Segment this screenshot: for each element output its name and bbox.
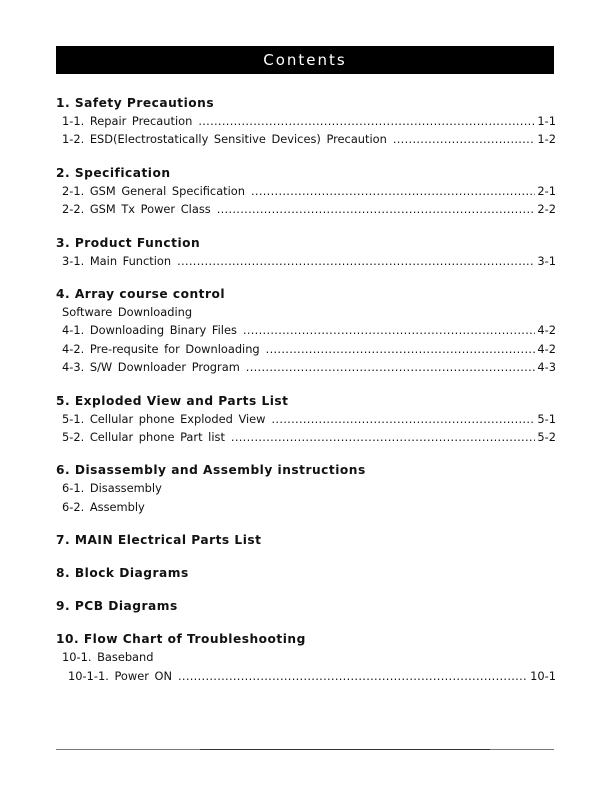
toc-entry[interactable] [56,130,556,148]
dot-leader [231,428,535,446]
entry-label: 4-3. S/W Downloader Program [62,360,240,375]
toc-entry[interactable] [56,182,556,200]
toc-section-10 [56,630,556,685]
section-title[interactable]: 10. Flow Chart of Troubleshooting [56,632,306,647]
toc-entry[interactable] [56,252,556,270]
dot-leader [198,112,535,130]
entry-label: 5-1. Cellular phone Exploded View [62,411,266,426]
section-title[interactable]: 1. Safety Precautions [56,96,215,110]
section-title[interactable]: 6. Disassembly and Assembly instructions [56,463,366,478]
entry-page: 3-1 [537,253,556,268]
dot-leader [178,667,528,685]
toc-section-4 [56,285,556,377]
toc-entry[interactable] [56,648,556,666]
entry-label: 2-2. GSM Tx Power Class [62,202,211,217]
dot-leader [393,130,536,148]
toc-entry[interactable] [56,667,556,685]
toc-entry[interactable] [56,479,556,497]
toc-entry[interactable] [56,321,556,339]
section-title[interactable]: 8. Block Diagrams [56,566,189,581]
entry-page: 2-2 [537,202,556,217]
entry-page: 4-3 [537,360,556,375]
toc-entry[interactable] [56,340,556,358]
toc-entry[interactable] [56,498,556,516]
page-title: Contents [263,51,347,69]
dot-leader [272,410,536,428]
toc-section-3 [56,234,556,270]
contents-banner [56,46,554,74]
entry-label: 6-1. Disassembly [62,481,162,496]
toc-section-6 [56,461,556,516]
entry-label: 2-1. GSM General Specification [62,183,245,198]
toc-section-5 [56,392,556,447]
footer-rule-accent [200,749,490,750]
table-of-contents [56,94,556,700]
dot-leader [251,182,535,200]
toc-entry[interactable] [56,410,556,428]
entry-page: 5-1 [537,411,556,426]
entry-label: 6-2. Assembly [62,499,145,514]
dot-leader [266,340,536,358]
entry-label: 5-2. Cellular phone Part list [62,430,225,445]
section-title[interactable]: 9. PCB Diagrams [56,599,178,614]
dot-leader [243,321,535,339]
entry-label: 1-2. ESD(Electrostatically Sensitive Devices) Precaution [62,132,387,147]
dot-leader [177,252,535,270]
entry-page: 5-2 [537,430,556,445]
toc-section-9 [56,597,556,615]
entry-page: 10-1 [530,668,556,683]
toc-entry[interactable] [56,112,556,130]
entry-page: 1-2 [537,132,556,147]
entry-page: 1-1 [537,114,556,128]
section-title[interactable]: 4. Array course control [56,287,226,302]
entry-label: 4-1. Downloading Binary Files [62,323,237,338]
entry-page: 4-2 [537,341,556,356]
toc-section-2 [56,164,556,219]
section-title[interactable]: 3. Product Function [56,235,201,250]
entry-label: 3-1. Main Function [62,253,172,268]
section-title[interactable]: 2. Specification [56,165,171,180]
section-subtitle [56,303,556,321]
entry-label: 1-1. Repair Precaution [62,114,193,128]
entry-page: 2-1 [537,183,556,198]
toc-entry[interactable] [56,358,556,376]
section-title[interactable]: 5. Exploded View and Parts List [56,393,289,408]
toc-entry[interactable] [56,428,556,446]
entry-label: 10-1-1. Power ON [68,668,172,683]
subtitle-label: Software Downloading [62,305,193,320]
toc-section-7 [56,531,556,549]
entry-page: 4-2 [537,323,556,338]
entry-label: 4-2. Pre-requsite for Downloading [62,341,260,356]
toc-section-8 [56,564,556,582]
toc-entry[interactable] [56,200,556,218]
dot-leader [246,358,536,376]
toc-section-1 [56,94,556,149]
section-title[interactable]: 7. MAIN Electrical Parts List [56,533,262,548]
dot-leader [217,200,536,218]
entry-label: 10-1. Baseband [62,650,154,665]
